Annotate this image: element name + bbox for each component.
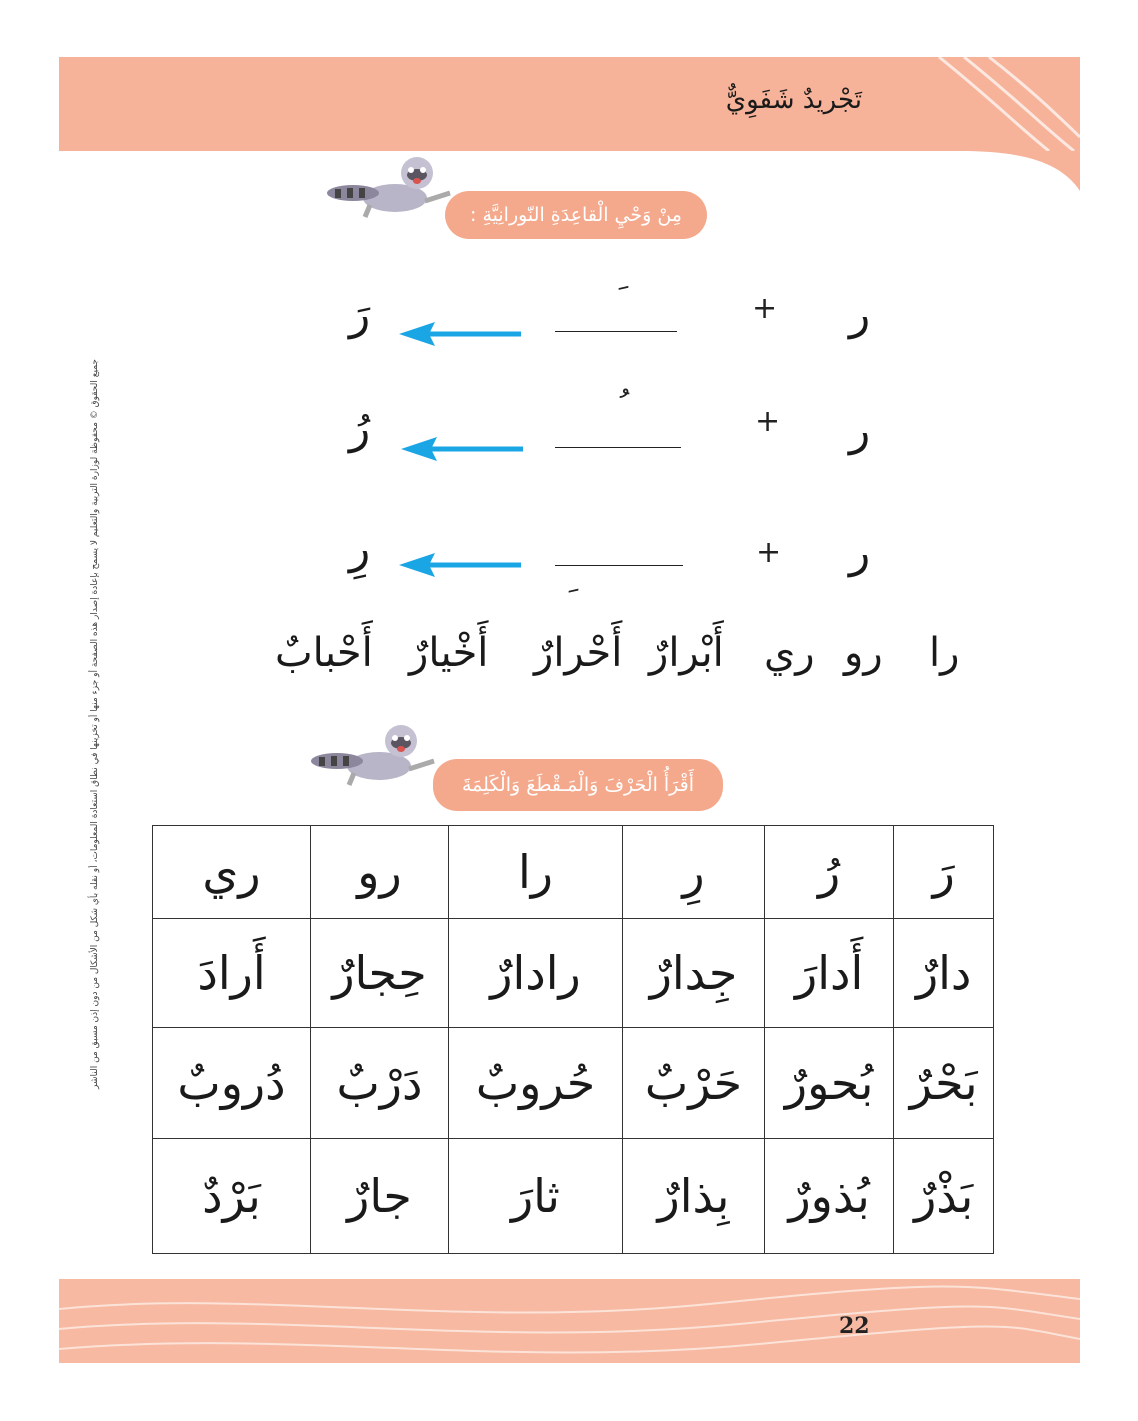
section-title-pill: مِنْ وَحْيِ الْقاعِدَةِ النّورانِيَّةِ : [445,191,707,239]
word: ري [764,630,815,676]
table-cell: بُذورٌ [764,1139,893,1254]
word: أَحْبابٌ [275,630,373,676]
table-cell: ري [153,826,311,919]
header-wave-decoration [59,57,1080,151]
page [59,57,1080,1363]
table-cell: رو [311,826,449,919]
page-title: تَجْريدٌ شَفَوِيٌّ [725,85,862,115]
table-cell: أَرادَ [153,919,311,1028]
plus-sign: + [756,535,782,570]
page-number: 22 [839,1313,870,1339]
raccoon-mascot-icon [325,153,455,223]
table-row [153,826,994,919]
table-cell: دَرْبٌ [311,1028,449,1139]
raccoon-mascot-icon [309,721,439,791]
blank-line [555,447,681,448]
table-cell: حَرْبٌ [623,1028,765,1139]
table-cell: دُروبٌ [153,1028,311,1139]
header-corner-curve [960,151,1080,191]
table-row [153,1139,994,1254]
equation-letter: ر [849,527,871,578]
table-cell: جارٌ [311,1139,449,1254]
section-title-pill: أَقْرَأُ الْحَرْفَ وَالْمَـقْطَعَ وَالْكَلِمَةَ [433,759,723,811]
word: أَبْرارٌ [649,630,724,676]
table-cell: دارٌ [894,919,994,1028]
result-letter: رَ [349,289,371,340]
word: أَخْيارٌ [409,630,489,676]
table-cell: جِدارٌ [623,919,765,1028]
equation-letter: ر [849,405,871,456]
blank-line [555,331,677,332]
table-cell: حِجارٌ [311,919,449,1028]
table-cell: رَ [894,826,994,919]
table-cell: أَدارَ [764,919,893,1028]
result-letter: رِ [349,523,371,574]
table-cell: را [448,826,622,919]
footer-band [59,1279,1080,1363]
table-row [153,919,994,1028]
plus-sign: + [755,404,781,439]
table-cell: بِذارٌ [623,1139,765,1254]
result-letter: رُ [349,403,371,454]
equation-letter: ر [849,289,871,340]
table-cell: رادارٌ [448,919,622,1028]
table-cell: بُحورٌ [764,1028,893,1139]
table-cell: رُ [764,826,893,919]
blue-arrow-icon [399,434,525,464]
copyright-note: جميع الحقوق © محفوظة لوزارة التربية والتعليم لا يسمح بإعادة إصدار هذه الصفحة أو جزء منها أو تخزينها في نطاق استعادة المعلومات، أو نقله بأي شكل من الأشكال من دون إذن مسبق من الناشر [90,359,100,1089]
table-cell: بَذْرٌ [894,1139,994,1254]
blank-line [555,565,683,566]
footer-wave-decoration [59,1279,1080,1363]
blue-arrow-icon [397,319,523,349]
table-cell: حُروبٌ [448,1028,622,1139]
table-row [153,1028,994,1139]
table-cell: بَحْرٌ [894,1028,994,1139]
word: أَحْرارٌ [534,630,623,676]
table-cell: رِ [623,826,765,919]
header-band [59,57,1080,151]
word: را [929,630,960,676]
word: رو [844,630,883,676]
blue-arrow-icon [397,550,523,580]
plus-sign: + [752,291,778,326]
reading-table [152,825,994,1254]
table-cell: بَرْدٌ [153,1139,311,1254]
table-cell: ثارَ [448,1139,622,1254]
